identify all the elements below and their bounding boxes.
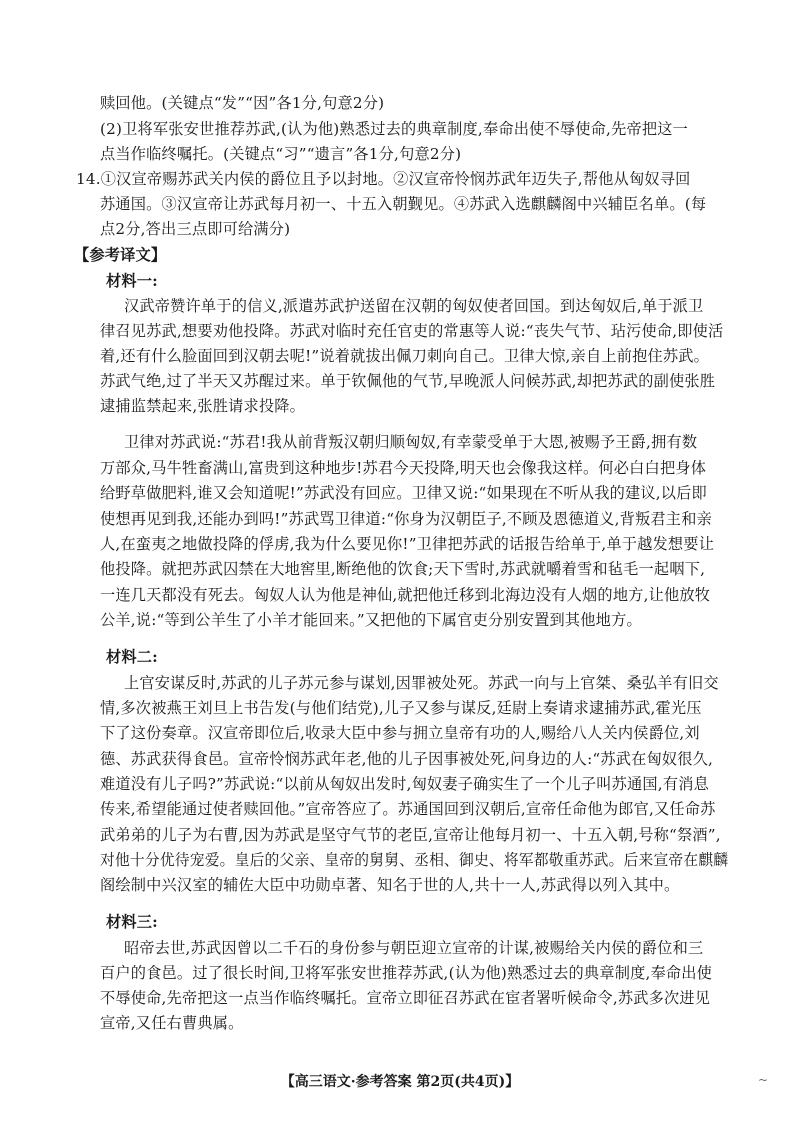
material-2-heading: 材料二:: [106, 648, 158, 666]
answer-line-5: 苏通国。③汉宣帝让苏武每月初一、十五入朝觐见。④苏武入选麒麟阁中兴辅臣名单。(每: [100, 195, 707, 213]
m2-p1-line: 上官安谋反时,苏武的儿子苏元参与谋划,因罪被处死。苏武一向与上官桀、桑弘羊有旧交: [124, 674, 719, 692]
m3-p1-line: 昭帝去世,苏武因曾以二千石的身份参与朝臣迎立宣帝的计谋,被赐给关内侯的爵位和三: [124, 939, 704, 957]
m1-p2-line: 卫律对苏武说:“苏君!我从前背叛汉朝归顺匈奴,有幸蒙受单于大恩,被赐予王爵,拥有数: [124, 433, 698, 451]
m3-p1-line: 宣帝,又任右曹典属。: [100, 1014, 244, 1032]
m2-p1-line: 传来,希望能通过使者赎回他。”宣帝答应了。苏通国回到汉朝后,宣帝任命他为郎官,又任命苏: [100, 800, 716, 818]
m1-p1-line: 逮捕监禁起来,张胜请求投降。: [100, 397, 306, 415]
answer-line-2: (2)卫将军张安世推荐苏武,(认为他)熟悉过去的典章制度,奉命出使不辱使命,先帝把这一: [100, 120, 689, 138]
answer-line-6: 点2分,答出三点即可给满分): [100, 220, 291, 238]
material-3-heading: 材料三:: [106, 913, 158, 931]
m2-p1-line: 阁绘制中兴汉室的辅佐大臣中功勋卓著、知名于世的人,共十一人,苏武得以列入其中。: [100, 876, 680, 894]
m1-p2-line: 给野草做肥料,谁又会知道呢!”苏武没有回应。卫律又说:“如果现在不听从我的建议,以后即: [100, 484, 707, 502]
m1-p2-line: 他投降。就把苏武囚禁在大地窖里,断绝他的饮食;天下雪时,苏武就嚼着雪和毡毛一起咽下,: [100, 560, 706, 578]
m1-p2-line: 一连几天都没有死去。匈奴人认为他是神仙,就把他迁移到北海边没有人烟的地方,让他放牧: [100, 586, 711, 604]
m1-p2-line: 万部众,马牛牲畜满山,富贵到这种地步!苏君今天投降,明天也会像我这样。何必白白把身体: [100, 459, 707, 477]
m1-p1-line: 苏武气绝,过了半天又苏醒过来。单于钦佩他的气节,早晚派人问候苏武,却把苏武的副使张胜: [100, 372, 716, 390]
m1-p1-line: 汉武帝赞许单于的信义,派遣苏武护送留在汉朝的匈奴使者回国。到达匈奴后,单于派卫: [124, 297, 704, 315]
material-1-heading: 材料一:: [106, 272, 158, 290]
m2-p1-line: 武弟弟的儿子为右曹,因为苏武是坚守气节的老臣,宣帝让他每月初一、十五入朝,号称“祭酒”,: [100, 826, 721, 844]
m3-p1-line: 百户的食邑。过了很长时间,卫将军张安世推荐苏武,(认为他)熟悉过去的典章制度,奉命出使: [100, 964, 713, 982]
m1-p1-line: 着,还有什么脸面回到汉朝去呢!”说着就拔出佩刀刺向自己。卫律大惊,亲自上前抱住苏武。: [100, 347, 710, 365]
m2-p1-line: 情,多次被燕王刘旦上书告发(与他们结党),儿子又参与谋反,廷尉上奏请求逮捕苏武,霍光压: [100, 699, 702, 717]
answer-line-4: 14.①汉宣帝赐苏武关内侯的爵位且予以封地。②汉宣帝怜悯苏武年迈失子,帮他从匈奴寻回: [76, 170, 691, 188]
section-title: 【参考译文】: [74, 246, 167, 264]
page-footer: 【高三语文·参考答案 第2页(共4页)】: [280, 1074, 520, 1090]
m2-p1-line: 德、苏武获得食邑。宣帝怜悯苏武年老,他的儿子因事被处死,问身边的人:“苏武在匈奴很久,: [100, 750, 714, 768]
m2-p1-line: 难道没有儿子吗?”苏武说:“以前从匈奴出发时,匈奴妻子确实生了一个儿子叫苏通国,有消息: [100, 775, 709, 793]
corner-mark: ~: [758, 1073, 769, 1087]
answer-line-3: 点当作临终嘱托。(关键点“习”“遗言”各1分,句意2分): [100, 145, 462, 163]
m3-p1-line: 不辱使命,先帝把这一点当作临终嘱托。宣帝立即征召苏武在宦者署听候命令,苏武多次进见: [100, 989, 711, 1007]
m1-p1-line: 律召见苏武,想要劝他投降。苏武对临时充任官吏的常惠等人说:“丧失气节、玷污使命,即使活: [100, 322, 724, 340]
m1-p2-line: 公羊,说:“等到公羊生了小羊才能回来。”又把他的下属官吏分别安置到其他地方。: [100, 611, 642, 629]
m1-p2-line: 人,在蛮夷之地做投降的俘虏,我为什么要见你!”卫律把苏武的话报告给单于,单于越发想要让: [100, 535, 715, 553]
answer-line-1: 赎回他。(关键点“发”“因”各1分,句意2分): [100, 94, 385, 112]
m2-p1-line: 下了这份奏章。汉宣帝即位后,收录大臣中参与拥立皇帝有功的人,赐给八人关内侯爵位,刘: [100, 724, 700, 742]
m1-p2-line: 使想再见到我,还能办到吗!”苏武骂卫律道:“你身为汉朝臣子,不顾及恩德道义,背叛君主和亲: [100, 510, 712, 528]
m2-p1-line: 对他十分优待宠爱。皇后的父亲、皇帝的舅舅、丞相、御史、将军都敬重苏武。后来宣帝在麒麟: [100, 851, 729, 869]
